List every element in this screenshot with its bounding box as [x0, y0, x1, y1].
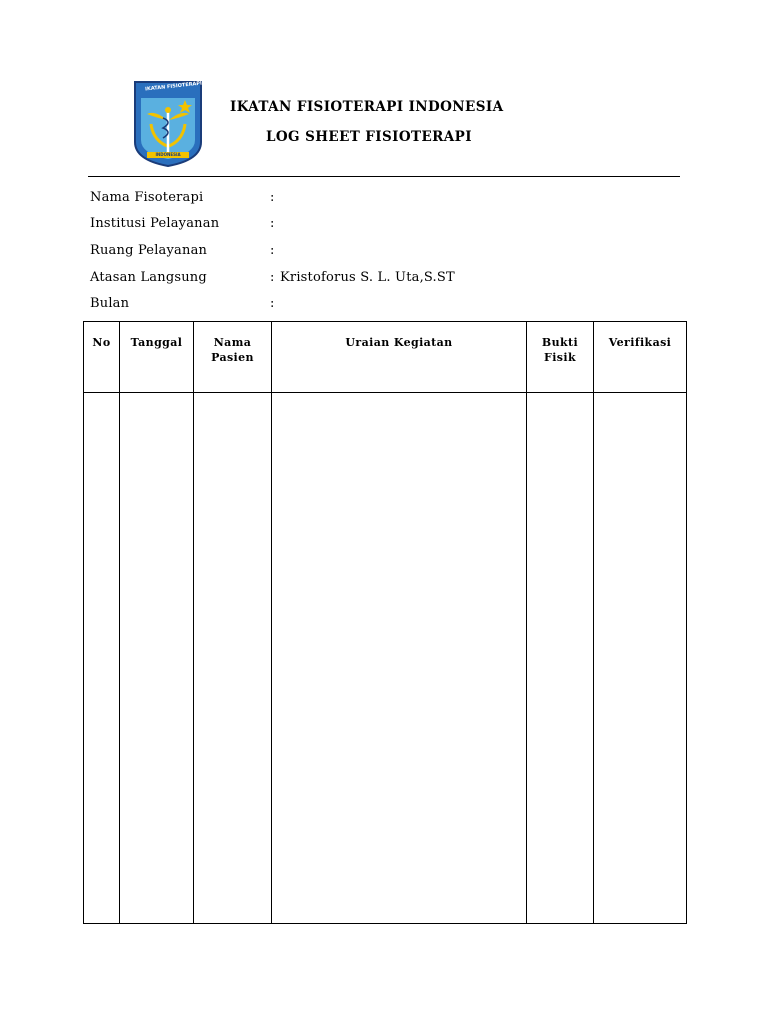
field-bulan	[90, 290, 690, 317]
log-table	[83, 321, 687, 924]
field-colon: :	[270, 216, 275, 232]
field-colon: :	[270, 269, 275, 285]
organization-logo	[133, 80, 203, 168]
field-ruang-pelayanan	[90, 237, 690, 264]
cell-tanggal	[120, 393, 194, 924]
column-header-tanggal: Tanggal	[120, 322, 194, 393]
field-colon: :	[270, 189, 275, 205]
cell-bukti-fisik	[527, 393, 594, 924]
field-label: Bulan	[90, 296, 130, 312]
field-atasan-langsung	[90, 264, 690, 291]
field-colon: :	[270, 242, 275, 258]
cell-verifikasi	[594, 393, 687, 924]
cell-no	[84, 393, 120, 924]
column-header-nama-pasien: Nama Pasien	[194, 322, 272, 393]
field-nama-fisioterapi	[90, 184, 690, 211]
field-value: Kristoforus S. L. Uta,S.ST	[280, 269, 455, 285]
header-divider	[88, 176, 680, 177]
table-row	[84, 393, 687, 924]
logo-top-text: IKATAN FISIOTERAPI	[144, 80, 203, 93]
field-institusi-pelayanan	[90, 211, 690, 238]
document-title: LOG SHEET FISIOTERAPI	[266, 129, 472, 145]
cell-nama-pasien	[194, 393, 272, 924]
column-header-no: No	[84, 322, 120, 393]
cell-uraian-kegiatan	[272, 393, 527, 924]
field-label: Ruang Pelayanan	[90, 242, 208, 258]
organization-title: IKATAN FISIOTERAPI INDONESIA	[230, 99, 504, 115]
field-label: Nama Fisoterapi	[90, 189, 204, 205]
column-header-verifikasi: Verifikasi	[594, 322, 687, 393]
column-header-bukti-fisik: Bukti Fisik	[527, 322, 594, 393]
column-header-uraian-kegiatan: Uraian Kegiatan	[272, 322, 527, 393]
field-label: Atasan Langsung	[90, 269, 207, 285]
field-label: Institusi Pelayanan	[90, 216, 220, 232]
logo-bottom-text: INDONESIA	[155, 152, 181, 157]
table-header-row	[84, 322, 687, 393]
field-colon: :	[270, 296, 275, 312]
info-fields	[90, 184, 690, 317]
